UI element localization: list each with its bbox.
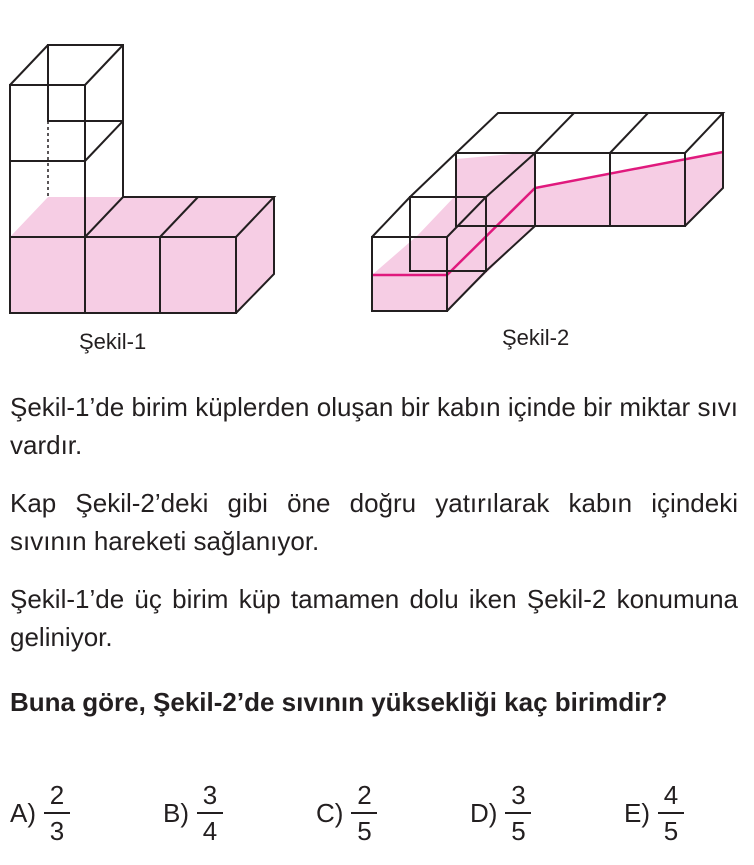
option-a-fraction [44,781,70,845]
question-prompt: Buna göre, Şekil-2’de sıvının yüksekliği kaç birimdir? [10,687,668,717]
option-e-letter: E) [624,797,650,828]
option-e[interactable] [624,778,684,848]
option-a-denominator: 3 [49,816,65,846]
option-d-numerator: 3 [511,780,526,810]
option-c-letter: C) [316,797,344,828]
option-c-denominator: 5 [357,816,372,846]
option-c[interactable] [316,778,377,848]
fraction-bar [351,812,377,814]
option-c-numerator: 2 [357,780,372,810]
figure-1-container-drawing [10,45,274,313]
fraction-bar [505,812,531,814]
fraction-bar [197,812,223,814]
option-e-fraction [658,781,684,845]
option-e-numerator: 4 [663,780,679,810]
option-b-numerator: 3 [202,780,218,810]
option-d[interactable] [470,778,531,848]
question-paragraph-3: Şekil-1’de üç birim küp tamamen dolu iken Şekil-2 konumuna geliniyor. [10,584,738,652]
question-paragraph-1: Şekil-1’de birim küplerden oluşan bir kabın içinde bir miktar sıvı vardır. [10,392,738,460]
option-d-letter: D) [470,797,498,828]
option-b-letter: B) [163,797,189,828]
figure-1-caption: Şekil-1 [79,329,147,354]
option-d-denominator: 5 [511,816,526,846]
option-e-denominator: 5 [663,816,679,846]
figure-2-container-drawing [372,113,723,311]
option-b-denominator: 4 [202,816,218,846]
option-c-fraction [351,781,377,845]
figure-2-liquid [372,152,723,311]
option-a[interactable] [10,778,70,848]
option-a-numerator: 2 [49,780,65,810]
figures-illustration [0,0,754,330]
option-b[interactable] [163,778,223,848]
option-d-fraction [505,781,531,845]
option-b-fraction [197,781,223,845]
fraction-bar [658,812,684,814]
fraction-bar [44,812,70,814]
question-paragraph-2: Kap Şekil-2’deki gibi öne doğru yatırılarak kabın içindeki sıvının hareketi sağlanıyor. [10,488,738,556]
figure-2-caption: Şekil-2 [502,325,570,350]
figure-1-liquid [10,197,274,313]
option-a-letter: A) [10,797,36,828]
